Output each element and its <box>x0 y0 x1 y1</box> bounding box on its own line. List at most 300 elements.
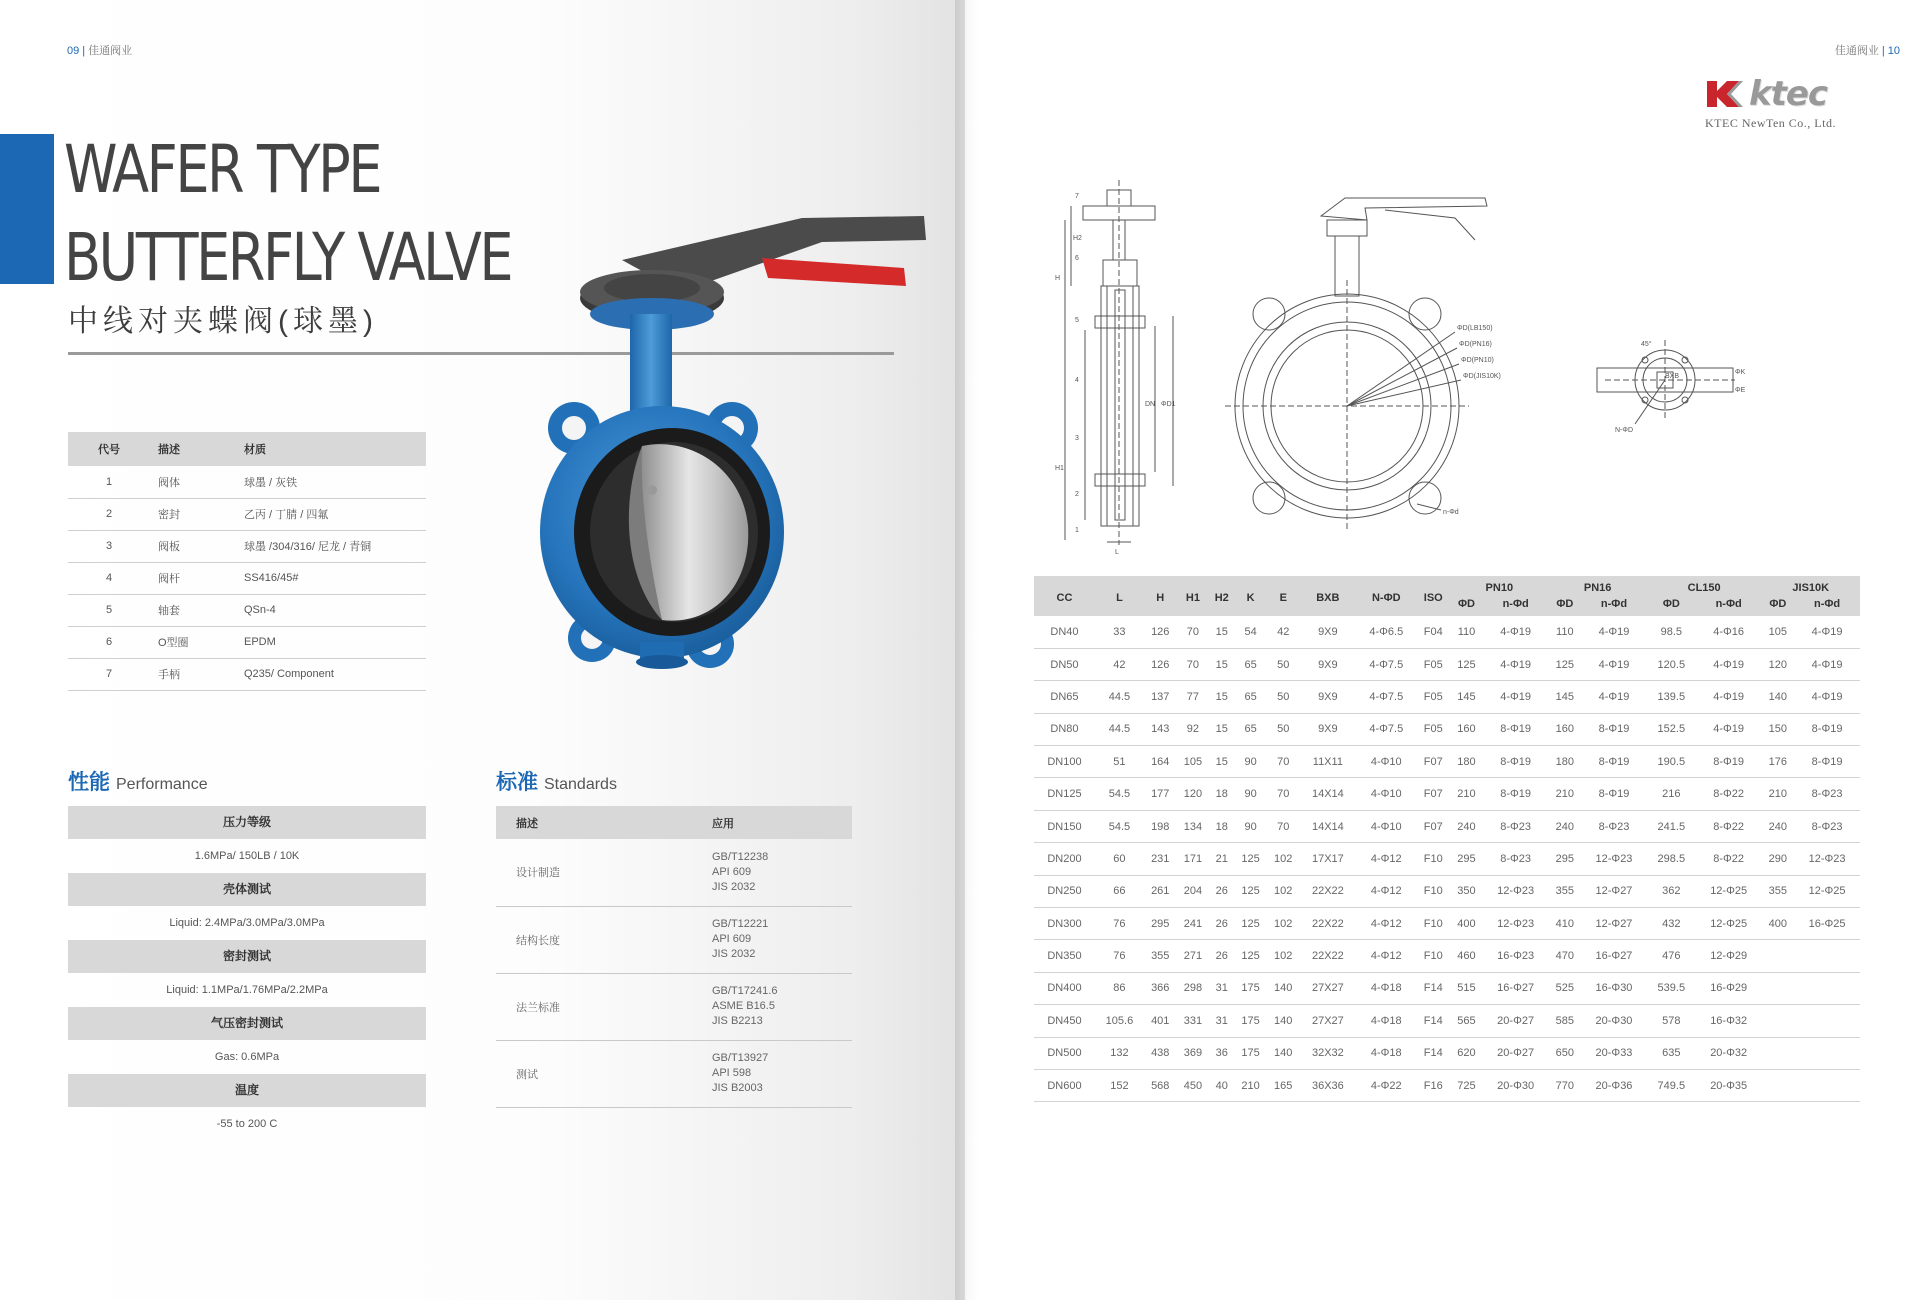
standards-heading-cn: 标准 <box>496 771 538 794</box>
perf-value: Liquid: 2.4MPa/3.0MPa/3.0MPa <box>169 917 325 929</box>
table-cell: DN100 <box>1034 746 1095 778</box>
table-cell <box>1762 1037 1795 1069</box>
table-cell: 295 <box>1548 843 1581 875</box>
table-row <box>68 594 426 626</box>
drawing-label: 45° <box>1641 341 1652 348</box>
table-cell: 乙丙 / 丁腈 / 四氟 <box>236 498 426 530</box>
table-cell: 36X36 <box>1300 1069 1357 1101</box>
table-row <box>1034 778 1860 810</box>
table-cell: 60 <box>1095 843 1144 875</box>
table-cell: 31 <box>1209 972 1234 1004</box>
drawing-label: H2 <box>1073 235 1082 242</box>
table-cell: F10 <box>1416 843 1450 875</box>
drawing-label: 3 <box>1075 435 1079 442</box>
table-cell: 20-Φ27 <box>1483 1037 1549 1069</box>
table-cell: F14 <box>1416 1037 1450 1069</box>
table-cell: 20-Φ27 <box>1483 1005 1549 1037</box>
table-cell: 50 <box>1267 681 1300 713</box>
table-row <box>1034 972 1860 1004</box>
table-cell: F05 <box>1416 681 1450 713</box>
table-cell: 8-Φ23 <box>1483 843 1549 875</box>
table-cell: 20-Φ35 <box>1696 1069 1762 1101</box>
table-cell: 90 <box>1234 810 1267 842</box>
table-cell: 36 <box>1209 1037 1234 1069</box>
table-cell: F10 <box>1416 875 1450 907</box>
standard-line: API 609 <box>712 865 752 878</box>
company-logo <box>1705 74 1875 131</box>
col-header: E <box>1267 576 1300 616</box>
standard-line: API 609 <box>712 933 752 945</box>
table-cell <box>1794 1069 1860 1101</box>
standards-heading <box>496 766 617 796</box>
table-cell: 98.5 <box>1647 616 1696 648</box>
table-cell: 4-Φ19 <box>1696 648 1762 680</box>
table-cell: 102 <box>1267 843 1300 875</box>
table-header-row <box>1034 576 1860 596</box>
col-header: CC <box>1034 576 1095 616</box>
table-cell: 20-Φ30 <box>1581 1005 1647 1037</box>
table-row <box>1034 681 1860 713</box>
performance-table <box>68 806 426 1141</box>
title-line-1: WAFER TYPE <box>64 131 381 208</box>
col-header-code: 代号 <box>68 432 150 466</box>
table-cell: 525 <box>1548 972 1581 1004</box>
table-cell: DN150 <box>1034 810 1095 842</box>
table-cell: 16-Φ30 <box>1581 972 1647 1004</box>
table-cell: 171 <box>1177 843 1210 875</box>
table-cell: 阀板 <box>150 530 236 562</box>
table-cell: 22X22 <box>1300 875 1357 907</box>
table-cell: 198 <box>1144 810 1177 842</box>
table-cell: 12-Φ23 <box>1794 843 1860 875</box>
standard-line: GB/T12238 <box>712 850 769 863</box>
left-page-number: 09 | 佳通阀业 <box>67 45 133 57</box>
table-cell: 3 <box>68 530 150 562</box>
table-cell: 176 <box>1762 746 1795 778</box>
table-cell: 12-Φ23 <box>1483 875 1549 907</box>
table-cell: 4-Φ19 <box>1581 681 1647 713</box>
col-subheader: ΦD <box>1762 596 1795 616</box>
table-cell: 271 <box>1177 940 1210 972</box>
table-cell: 102 <box>1267 940 1300 972</box>
perf-value: Gas: 0.6MPa <box>214 1051 280 1063</box>
table-cell: 27X27 <box>1300 1005 1357 1037</box>
table-cell: 355 <box>1548 875 1581 907</box>
table-cell: F07 <box>1416 778 1450 810</box>
table-cell: 手柄 <box>150 658 236 690</box>
standard-line: ASME B16.5 <box>712 1000 775 1012</box>
table-cell: 450 <box>1177 1069 1210 1101</box>
table-cell: 231 <box>1144 843 1177 875</box>
col-group-header: JIS10K <box>1762 576 1861 596</box>
drawing-label: ΦD(PN10) <box>1461 357 1494 364</box>
table-cell: 54.5 <box>1095 810 1144 842</box>
table-row <box>1034 908 1860 940</box>
col-header: BXB <box>1300 576 1357 616</box>
table-cell: 4-Φ7.5 <box>1356 681 1416 713</box>
table-cell: 1 <box>68 466 150 498</box>
parts-material-table <box>68 432 426 691</box>
table-cell: 15 <box>1209 746 1234 778</box>
table-cell: 126 <box>1144 616 1177 648</box>
table-cell: 120.5 <box>1647 648 1696 680</box>
table-cell: 18 <box>1209 778 1234 810</box>
table-cell: 12-Φ27 <box>1581 908 1647 940</box>
table-row <box>1034 1069 1860 1101</box>
drawing-label: 4 <box>1075 377 1079 384</box>
page-fold-shadow <box>955 0 979 1300</box>
butterfly-valve-photo <box>522 196 942 696</box>
table-cell: 70 <box>1267 778 1300 810</box>
table-cell: 4-Φ19 <box>1696 681 1762 713</box>
table-header-row <box>68 432 426 466</box>
drawing-label: 5 <box>1075 317 1079 324</box>
performance-heading-cn: 性能 <box>68 771 110 794</box>
drawing-label: DN <box>1145 401 1156 408</box>
table-cell: 14X14 <box>1300 778 1357 810</box>
table-cell: 120 <box>1177 778 1210 810</box>
table-cell <box>1794 940 1860 972</box>
table-cell: 175 <box>1234 1005 1267 1037</box>
table-cell: 4-Φ19 <box>1581 648 1647 680</box>
table-cell: F04 <box>1416 616 1450 648</box>
dimensions-table <box>1034 576 1860 1102</box>
table-cell: 165 <box>1267 1069 1300 1101</box>
col-header: L <box>1095 576 1144 616</box>
table-row <box>1034 843 1860 875</box>
table-cell: 51 <box>1095 746 1144 778</box>
table-cell: 26 <box>1209 908 1234 940</box>
table-cell: 432 <box>1647 908 1696 940</box>
perf-label: 压力等级 <box>68 806 426 839</box>
standard-line: JIS 2032 <box>712 948 756 960</box>
table-cell: DN250 <box>1034 875 1095 907</box>
table-cell: 438 <box>1144 1037 1177 1069</box>
table-cell: 105 <box>1762 616 1795 648</box>
table-cell: 50 <box>1267 648 1300 680</box>
table-cell: 460 <box>1450 940 1483 972</box>
table-cell: 725 <box>1450 1069 1483 1101</box>
table-cell: QSn-4 <box>236 594 426 626</box>
table-cell: 结构长度 <box>496 906 712 973</box>
table-header-row <box>496 806 852 839</box>
col-subheader: n-Φd <box>1483 596 1549 616</box>
table-cell: 2 <box>68 498 150 530</box>
table-cell: 8-Φ19 <box>1794 746 1860 778</box>
table-row <box>496 906 852 973</box>
table-cell: 42 <box>1095 648 1144 680</box>
table-cell: 76 <box>1095 908 1144 940</box>
table-cell: 4-Φ10 <box>1356 746 1416 778</box>
col-header-desc: 描述 <box>496 806 712 839</box>
table-cell: F07 <box>1416 810 1450 842</box>
table-cell: 298.5 <box>1647 843 1696 875</box>
table-cell: F14 <box>1416 972 1450 1004</box>
logo-company-name: KTEC NewTen Co., Ltd. <box>1705 116 1836 130</box>
table-cell: 9X9 <box>1300 713 1357 745</box>
table-cell: EPDM <box>236 626 426 658</box>
standard-line: JIS 2032 <box>712 880 756 893</box>
table-cell: F05 <box>1416 713 1450 745</box>
table-cell: F10 <box>1416 940 1450 972</box>
table-cell: 145 <box>1548 681 1581 713</box>
left-page-num: 09 <box>67 45 80 57</box>
table-cell: 298 <box>1177 972 1210 1004</box>
table-cell: 210 <box>1548 778 1581 810</box>
table-cell: 8-Φ23 <box>1794 778 1860 810</box>
table-cell: DN300 <box>1034 908 1095 940</box>
table-cell: 44.5 <box>1095 681 1144 713</box>
table-cell: 362 <box>1647 875 1696 907</box>
perf-value: -55 to 200 C <box>216 1118 278 1130</box>
table-cell: 175 <box>1234 972 1267 1004</box>
table-cell: 65 <box>1234 648 1267 680</box>
table-cell: DN125 <box>1034 778 1095 810</box>
table-cell <box>1794 1037 1860 1069</box>
table-cell: F14 <box>1416 1005 1450 1037</box>
table-cell: 578 <box>1647 1005 1696 1037</box>
table-cell: 90 <box>1234 746 1267 778</box>
table-cell: 152.5 <box>1647 713 1696 745</box>
table-cell: 125 <box>1234 875 1267 907</box>
table-cell: 180 <box>1548 746 1581 778</box>
table-cell: 12-Φ23 <box>1483 908 1549 940</box>
table-cell: 40 <box>1209 1069 1234 1101</box>
table-cell: 4-Φ19 <box>1794 648 1860 680</box>
table-cell: F05 <box>1416 648 1450 680</box>
drawing-label: L <box>1115 549 1119 556</box>
table-cell: 90 <box>1234 778 1267 810</box>
table-cell: 355 <box>1762 875 1795 907</box>
table-cell: O型圈 <box>150 626 236 658</box>
table-cell: 15 <box>1209 713 1234 745</box>
table-cell: 4-Φ22 <box>1356 1069 1416 1101</box>
standard-line: JIS B2003 <box>712 1082 763 1094</box>
table-cell: 16-Φ27 <box>1483 972 1549 1004</box>
standard-line: API 598 <box>712 1067 752 1079</box>
table-cell: 125 <box>1234 940 1267 972</box>
logo-brand: ktec <box>1749 74 1828 114</box>
table-cell: 4-Φ19 <box>1483 616 1549 648</box>
table-cell: 400 <box>1450 908 1483 940</box>
table-row <box>1034 875 1860 907</box>
table-cell: 12-Φ25 <box>1794 875 1860 907</box>
table-cell: 145 <box>1450 681 1483 713</box>
standard-line: GB/T12221 <box>712 918 769 930</box>
table-cell: 105 <box>1177 746 1210 778</box>
table-cell: 355 <box>1144 940 1177 972</box>
table-cell: 8-Φ23 <box>1794 810 1860 842</box>
table-cell: DN200 <box>1034 843 1095 875</box>
perf-label: 气压密封测试 <box>68 1007 426 1040</box>
table-cell: 295 <box>1450 843 1483 875</box>
table-cell: 26 <box>1209 940 1234 972</box>
table-row <box>496 1040 852 1107</box>
table-cell: 18 <box>1209 810 1234 842</box>
table-cell: 14X14 <box>1300 810 1357 842</box>
drawing-label: BXB <box>1665 373 1680 380</box>
table-cell: 650 <box>1548 1037 1581 1069</box>
dimensions-table-body <box>1034 616 1860 1102</box>
table-cell: 125 <box>1234 843 1267 875</box>
col-header-desc: 描述 <box>150 432 236 466</box>
title-accent-bar <box>0 134 54 284</box>
table-cell <box>1762 1005 1795 1037</box>
table-cell <box>712 906 852 973</box>
drawing-label: ΦD(JIS10K) <box>1463 373 1501 380</box>
table-cell: 110 <box>1548 616 1581 648</box>
table-cell: 241 <box>1177 908 1210 940</box>
table-cell: 515 <box>1450 972 1483 1004</box>
table-cell: DN500 <box>1034 1037 1095 1069</box>
table-cell: 164 <box>1144 746 1177 778</box>
table-cell: 76 <box>1095 940 1144 972</box>
table-cell: F07 <box>1416 746 1450 778</box>
table-cell: 261 <box>1144 875 1177 907</box>
drawing-label: 6 <box>1075 255 1079 262</box>
table-cell: 620 <box>1450 1037 1483 1069</box>
table-cell: 204 <box>1177 875 1210 907</box>
table-cell: 球墨 / 灰铁 <box>236 466 426 498</box>
perf-value: 1.6MPa/ 150LB / 10K <box>194 850 300 862</box>
table-cell: 470 <box>1548 940 1581 972</box>
table-cell: 143 <box>1144 713 1177 745</box>
drawing-label: N-ΦD <box>1615 427 1634 434</box>
table-cell: DN400 <box>1034 972 1095 1004</box>
table-cell: 4-Φ10 <box>1356 778 1416 810</box>
right-page-company: 佳通阀业 <box>1834 45 1879 57</box>
table-cell: 设计制造 <box>496 839 712 906</box>
col-subheader: n-Φd <box>1696 596 1762 616</box>
table-cell: 4-Φ19 <box>1794 616 1860 648</box>
table-cell: 15 <box>1209 681 1234 713</box>
table-cell: 4-Φ19 <box>1794 681 1860 713</box>
table-cell: 阀体 <box>150 466 236 498</box>
table-cell: 7 <box>68 658 150 690</box>
table-cell: 350 <box>1450 875 1483 907</box>
table-cell: 8-Φ19 <box>1581 778 1647 810</box>
standard-line: GB/T17241.6 <box>712 985 778 997</box>
table-cell: 26 <box>1209 875 1234 907</box>
table-cell: 17X17 <box>1300 843 1357 875</box>
table-cell: DN80 <box>1034 713 1095 745</box>
table-cell: 210 <box>1450 778 1483 810</box>
table-cell: 密封 <box>150 498 236 530</box>
table-cell: DN600 <box>1034 1069 1095 1101</box>
table-cell: 20-Φ32 <box>1696 1037 1762 1069</box>
table-row <box>1034 746 1860 778</box>
table-cell: F16 <box>1416 1069 1450 1101</box>
table-cell: 125 <box>1450 648 1483 680</box>
table-cell: DN450 <box>1034 1005 1095 1037</box>
table-cell: 22X22 <box>1300 908 1357 940</box>
table-cell: 4-Φ18 <box>1356 972 1416 1004</box>
table-cell: 70 <box>1267 746 1300 778</box>
table-cell: 8-Φ19 <box>1483 713 1549 745</box>
table-cell: 8-Φ19 <box>1794 713 1860 745</box>
table-cell: 366 <box>1144 972 1177 1004</box>
table-cell: 8-Φ19 <box>1483 746 1549 778</box>
table-cell: 4-Φ16 <box>1696 616 1762 648</box>
col-header: H1 <box>1177 576 1210 616</box>
table-cell: 轴套 <box>150 594 236 626</box>
drawing-label: n-Φd <box>1443 509 1459 516</box>
table-cell: 92 <box>1177 713 1210 745</box>
table-cell: 法兰标准 <box>496 973 712 1040</box>
table-cell: 16-Φ23 <box>1483 940 1549 972</box>
table-cell: 15 <box>1209 648 1234 680</box>
perf-label: 温度 <box>68 1074 426 1107</box>
table-cell: 568 <box>1144 1069 1177 1101</box>
table-row <box>68 658 426 690</box>
table-cell: 160 <box>1548 713 1581 745</box>
table-cell: 65 <box>1234 713 1267 745</box>
table-cell: 16-Φ27 <box>1581 940 1647 972</box>
table-cell: 241.5 <box>1647 810 1696 842</box>
table-cell: 4-Φ12 <box>1356 940 1416 972</box>
table-cell: 6 <box>68 626 150 658</box>
table-cell: 105.6 <box>1095 1005 1144 1037</box>
table-cell: SS416/45# <box>236 562 426 594</box>
table-cell: 20-Φ30 <box>1483 1069 1549 1101</box>
table-cell: 120 <box>1762 648 1795 680</box>
table-row <box>1034 713 1860 745</box>
table-cell: 9X9 <box>1300 681 1357 713</box>
table-cell: 16-Φ32 <box>1696 1005 1762 1037</box>
table-cell: 8-Φ22 <box>1696 810 1762 842</box>
col-header: K <box>1234 576 1267 616</box>
table-cell: 139.5 <box>1647 681 1696 713</box>
table-cell: 125 <box>1234 908 1267 940</box>
table-cell <box>1762 972 1795 1004</box>
table-cell: 70 <box>1177 616 1210 648</box>
table-cell: 635 <box>1647 1037 1696 1069</box>
drawing-label: H <box>1055 275 1061 282</box>
table-cell: 66 <box>1095 875 1144 907</box>
ktec-logo-icon <box>1705 77 1745 111</box>
table-cell: 8-Φ19 <box>1483 778 1549 810</box>
left-page-company: 佳通阀业 <box>88 45 133 57</box>
table-cell: 410 <box>1548 908 1581 940</box>
drawing-label: ΦK <box>1735 369 1745 376</box>
table-row <box>68 466 426 498</box>
col-group-header: CL150 <box>1647 576 1762 596</box>
table-cell: DN350 <box>1034 940 1095 972</box>
table-cell: 阀杆 <box>150 562 236 594</box>
table-cell: 4-Φ18 <box>1356 1037 1416 1069</box>
table-cell: 749.5 <box>1647 1069 1696 1101</box>
table-cell: 400 <box>1762 908 1795 940</box>
table-cell: 42 <box>1267 616 1300 648</box>
table-cell: 44.5 <box>1095 713 1144 745</box>
table-cell: 137 <box>1144 681 1177 713</box>
table-cell: 4-Φ7.5 <box>1356 648 1416 680</box>
table-cell: 4-Φ7.5 <box>1356 713 1416 745</box>
table-cell: 5 <box>68 594 150 626</box>
right-page-number: 佳通阀业 | 10 <box>1834 45 1900 57</box>
standards-table <box>496 806 852 1108</box>
col-subheader: n-Φd <box>1794 596 1860 616</box>
table-cell: 12-Φ25 <box>1696 908 1762 940</box>
table-cell: 8-Φ23 <box>1581 810 1647 842</box>
table-cell: 8-Φ19 <box>1696 746 1762 778</box>
col-group-header: PN10 <box>1450 576 1548 596</box>
col-subheader: n-Φd <box>1581 596 1647 616</box>
table-row <box>1034 1005 1860 1037</box>
table-cell: 22X22 <box>1300 940 1357 972</box>
table-row <box>1034 810 1860 842</box>
table-cell: 401 <box>1144 1005 1177 1037</box>
